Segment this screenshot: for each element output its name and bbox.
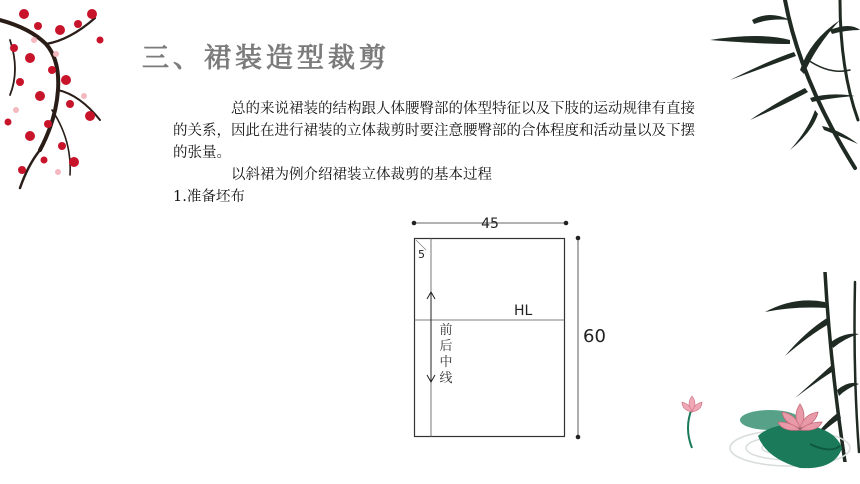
width-dimension-dot-left (412, 221, 417, 226)
center-line-label-char: 中 (439, 355, 453, 370)
hipline-label: HL (514, 303, 533, 319)
step-label: 1.准备坯布 (173, 189, 245, 205)
center-line-label-char: 前 (439, 323, 453, 338)
center-line-label-char: 后 (439, 339, 453, 354)
method-paragraph: 以斜裙为例介绍裙装立体裁剪的基本过程 (231, 167, 492, 183)
margin-label: 5 (418, 248, 425, 261)
center-line-arrow (427, 292, 435, 382)
width-label: 45 (481, 216, 499, 232)
fabric-diagram (400, 205, 610, 445)
bamboo-decoration-top (690, 0, 860, 175)
slide-title: 三、裙装造型裁剪 (142, 43, 390, 74)
lotus-decoration (670, 388, 860, 484)
plum-blossom-decoration (0, 0, 120, 190)
height-label: 60 (583, 326, 606, 347)
width-dimension-dot-right (564, 221, 569, 226)
height-dimension-dot-bottom (576, 435, 581, 440)
height-dimension-dot-top (576, 236, 581, 241)
intro-paragraph: 总的来说裙装的结构跟人体腰臀部的体型特征以及下肢的运动规律有直接的关系，因此在进行裙装的立体裁剪时要注意腰臀部的合体程度和活动量以及下摆的张量。 (173, 101, 695, 161)
fabric-rectangle (415, 239, 565, 437)
center-line-label-char: 线 (439, 371, 453, 386)
body-text (173, 98, 708, 208)
